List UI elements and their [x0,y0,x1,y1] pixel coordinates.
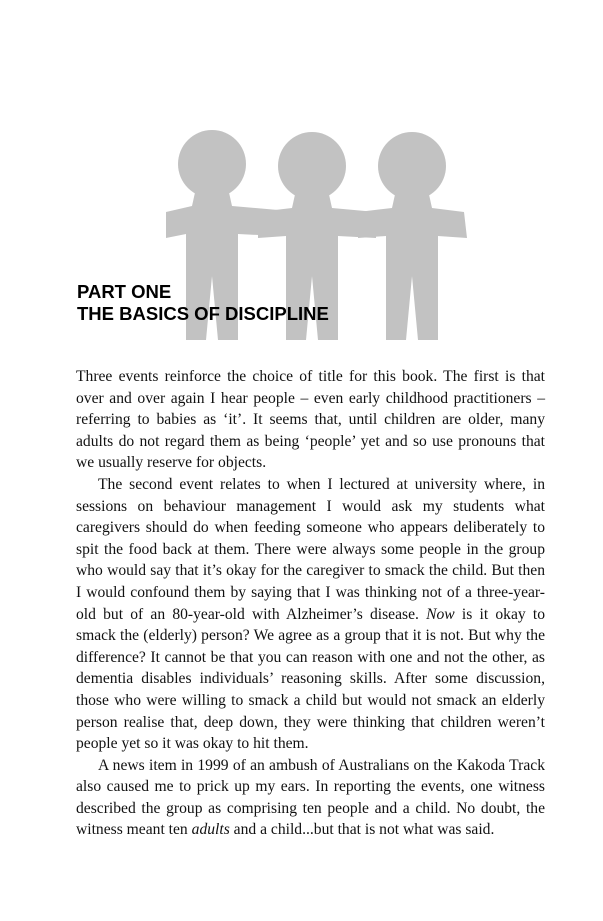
body-text [76,366,545,841]
text-segment: Three events reinforce the choice of title for this book. The first is that over and over again I hear people – even early childhood practitioners – referring to babies as ‘it’. It seems that, until children are older, many adults do not regard them as being ‘people’ yet and so use pronouns that we usually reserve for objects. [76,368,545,472]
part-title: THE BASICS OF DISCIPLINE [77,303,329,324]
paragraph [76,755,545,841]
paragraph [76,366,545,474]
text-segment: and a child...but that is not what was said. [229,821,495,839]
emphasis-text: adults [191,821,230,839]
text-segment: The second event relates to when I lectured at university where, in sessions on behaviour management I would ask my students what caregivers should do when feeding someone who appears deliberately to spit the food back at them. There were always some people in the group who would say that it’s okay for the caregiver to smack the child. But then I would confound them by saying that I was thinking not of a three-year-old but of an 80-year-old with Alzheimer’s disease. [76,475,545,623]
part-label: PART ONE [77,281,172,302]
text-segment: is it okay to smack the (elderly) person? We agree as a group that it is not. But why the difference? It cannot be that you can reason with one and not the other, as dementia disables individuals’ reasoning skills. After some discussion, those who were willing to smack a child but would not smack an elderly person realise that, deep down, they were thinking that children weren’t people yet so it was okay to hit them. [76,605,545,753]
paragraph [76,474,545,755]
text-segment: A news item in 1999 of an ambush of Australians on the Kakoda Track also caused me to prick up my ears. In reporting the events, one witness described the group as comprising ten people and a child. No doubt, the witness meant ten [76,756,545,839]
part-heading [77,281,477,325]
emphasis-text: Now [426,605,455,623]
